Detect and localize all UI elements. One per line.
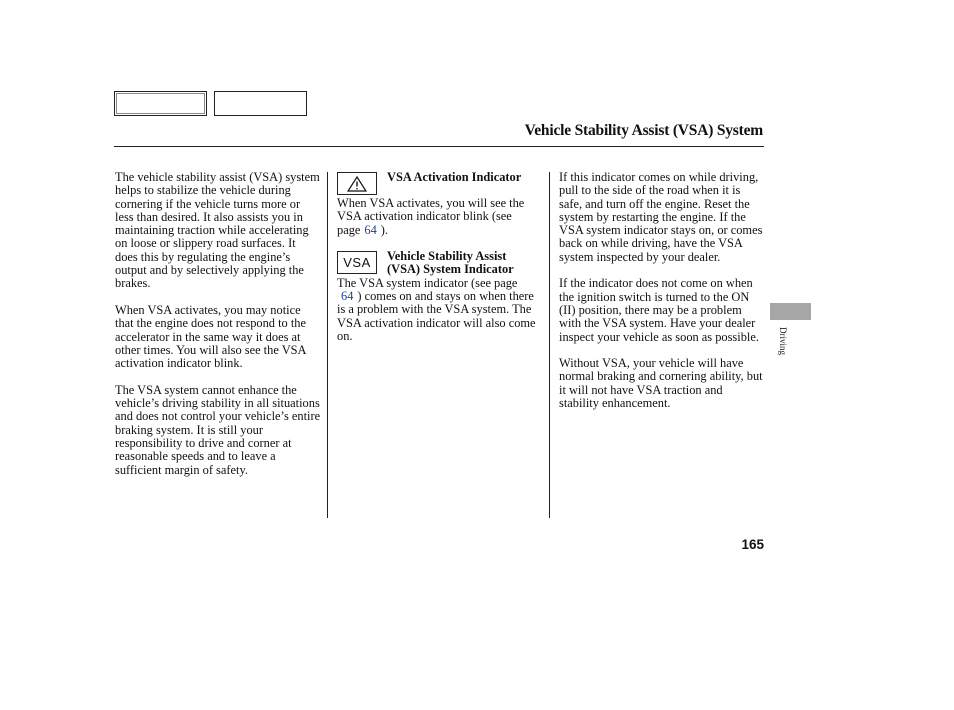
safety-paragraph: The VSA system cannot enhance the vehicle’s driving stability in all situations and does not control your vehicle’s entire braking system. It is still your responsibility to drive and corner at reasonable speeds and to leave a sufficient margin of safety.	[115, 382, 321, 477]
system-indicator-title: Vehicle Stability Assist (VSA) System Indicator	[387, 249, 514, 277]
system-indicator-heading	[337, 250, 542, 277]
indicator-off-paragraph: If the indicator does not come on when the ignition switch is turned to the ON (II) position, there may be a problem with the VSA system. Have your dealer inspect your vehicle as soon as possible.	[559, 276, 759, 344]
page-link[interactable]: 64	[364, 222, 377, 237]
previous-page-button[interactable]	[114, 91, 207, 116]
column-intro	[115, 171, 321, 490]
page-title: Vehicle Stability Assist (VSA) System	[524, 122, 763, 139]
page-link[interactable]: 64	[341, 289, 354, 304]
without-vsa-paragraph: Without VSA, your vehicle will have normal braking and cornering ability, but it will not have VSA traction and stability enhancement.	[559, 356, 763, 411]
section-tab[interactable]	[770, 303, 811, 320]
warning-triangle-icon	[337, 172, 377, 195]
vsa-indicator-icon: VSA	[337, 251, 377, 274]
column-guidance	[559, 171, 763, 424]
indicator-on-paragraph: If this indicator comes on while driving, pull to the side of the road when it is safe, and turn off the engine. Reset the system by restarting the engine. If the VSA system indicator stays on, or comes back on while driving, have the VSA system inspected by your dealer.	[559, 170, 763, 264]
activation-indicator-heading	[337, 171, 542, 197]
intro-paragraph: The vehicle stability assist (VSA) system helps to stabilize the vehicle during cornering if the vehicle turns more or less than desired. It also assists you in maintaining traction while accelerating on loose or slippery road surfaces. It does this by regulating the engine’s output and by selectively applying the brakes.	[115, 170, 320, 291]
section-label: Driving	[778, 327, 788, 355]
page-number: 165	[741, 537, 764, 552]
activation-indicator-text: When VSA activates, you will see the VSA activation indicator blink (see page 64 ).	[337, 196, 525, 237]
activation-paragraph: When VSA activates, you may notice that the engine does not respond to the accelerator in the same way it does at other times. You will also see the VSA activation indicator blink.	[115, 302, 306, 371]
system-indicator-text: The VSA system indicator (see page 64 ) comes on and stays on when there is a problem with the VSA system. The VSA activation indicator will also come on.	[337, 275, 536, 343]
column-divider	[549, 172, 550, 518]
activation-indicator-title: VSA Activation Indicator	[387, 170, 522, 184]
title-divider	[114, 146, 764, 147]
next-page-button[interactable]	[214, 91, 307, 116]
column-indicators	[337, 171, 542, 357]
column-divider	[327, 172, 328, 518]
